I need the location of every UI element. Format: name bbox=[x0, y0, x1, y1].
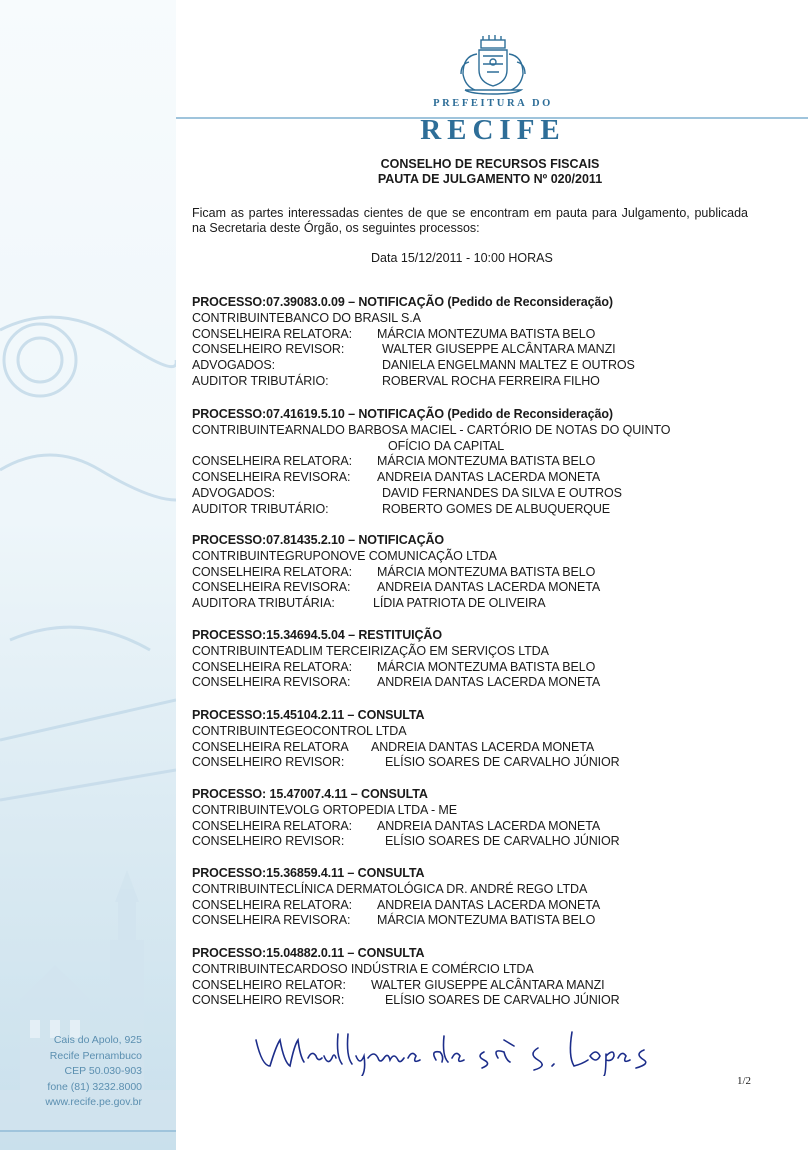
process-field-label: CONTRIBUINTE: bbox=[192, 422, 288, 437]
process-field-label: CONSELHEIRA REVISORA: bbox=[192, 580, 351, 595]
process-field-value: GRUPONOVE COMUNICAÇÃO LTDA bbox=[285, 548, 497, 563]
process-field-value: ROBERTO GOMES DE ALBUQUERQUE bbox=[382, 501, 611, 516]
process-field-label: AUDITORA TRIBUTÁRIA: bbox=[192, 596, 335, 611]
process-field-label: CONSELHEIRA RELATORA: bbox=[192, 326, 352, 341]
process-title: PROCESSO:07.41619.5.10 – NOTIFICAÇÃO (Pedido de Reconsideração) bbox=[192, 407, 613, 421]
process-field-value: ANDREIA DANTAS LACERDA MONETA bbox=[377, 675, 601, 690]
address-cep: CEP 50.030-903 bbox=[64, 1065, 142, 1077]
process-field-label: CONSELHEIRA RELATORA: bbox=[192, 659, 352, 674]
process-field-label: CONTRIBUINTE: bbox=[192, 548, 288, 563]
process-field-value: OFÍCIO DA CAPITAL bbox=[388, 438, 505, 453]
process-field-label: CONTRIBUINTE: bbox=[192, 802, 288, 817]
process-field-label: CONTRIBUINTE: bbox=[192, 310, 288, 325]
process-title: PROCESSO:07.81435.2.10 – NOTIFICAÇÃO bbox=[192, 533, 445, 547]
process-field-label: CONSELHEIRO REVISOR: bbox=[192, 755, 345, 770]
process-title: PROCESSO:15.34694.5.04 – RESTITUIÇÃO bbox=[192, 628, 442, 642]
process-field-value: ADLIM TERCEIRIZAÇÃO EM SERVIÇOS LTDA bbox=[285, 643, 549, 658]
address-website: www.recife.pe.gov.br bbox=[45, 1096, 142, 1108]
process-field-value: ANDREIA DANTAS LACERDA MONETA bbox=[377, 818, 601, 833]
footer-divider bbox=[0, 1130, 176, 1132]
process-field-label: CONSELHEIRA REVISORA: bbox=[192, 675, 351, 690]
process-field-value: ELÍSIO SOARES DE CARVALHO JÚNIOR bbox=[385, 755, 620, 770]
process-field-value: BANCO DO BRASIL S.A bbox=[285, 310, 421, 325]
process-field-label: CONSELHEIRA RELATORA: bbox=[192, 818, 352, 833]
address-block bbox=[45, 1033, 142, 1111]
process-field-label: CONSELHEIRO REVISOR: bbox=[192, 342, 345, 357]
address-city: Recife Pernambuco bbox=[49, 1049, 142, 1062]
process-field-value: MÁRCIA MONTEZUMA BATISTA BELO bbox=[377, 564, 596, 579]
process-field-value: GEOCONTROL LTDA bbox=[285, 723, 407, 738]
process-field-value: MÁRCIA MONTEZUMA BATISTA BELO bbox=[377, 659, 596, 674]
process-field-value: ANDREIA DANTAS LACERDA MONETA bbox=[377, 897, 601, 912]
council-title: CONSELHO DE RECURSOS FISCAIS bbox=[380, 157, 600, 171]
address-street: Cais do Apolo, 925 bbox=[53, 1034, 142, 1046]
process-field-value: CLÍNICA DERMATOLÓGICA DR. ANDRÉ REGO LTDA bbox=[285, 881, 588, 896]
address-phone: fone (81) 3232.8000 bbox=[47, 1080, 142, 1093]
process-field-value: CARDOSO INDÚSTRIA E COMÉRCIO LTDA bbox=[285, 961, 534, 976]
page-number: 1/2 bbox=[737, 1075, 752, 1087]
city-logo-text: RECIFE bbox=[420, 114, 566, 146]
process-field-label: ADVOGADOS: bbox=[192, 358, 276, 373]
process-title: PROCESSO: 15.47007.4.11 – CONSULTA bbox=[192, 787, 428, 801]
process-field-value: LÍDIA PATRIOTA DE OLIVEIRA bbox=[373, 596, 546, 611]
process-title: PROCESSO:15.45104.2.11 – CONSULTA bbox=[192, 708, 425, 722]
decorative-side-band bbox=[0, 0, 176, 1150]
process-field-label: CONTRIBUINTE: bbox=[192, 961, 288, 976]
process-field-label: AUDITOR TRIBUTÁRIO: bbox=[192, 374, 329, 388]
process-field-value: VOLG ORTOPEDIA LTDA - ME bbox=[285, 802, 457, 817]
handwritten-signature bbox=[252, 1026, 652, 1076]
process-title: PROCESSO:15.04882.0.11 – CONSULTA bbox=[192, 946, 425, 960]
process-field-label: CONSELHEIRA REVISORA: bbox=[192, 470, 351, 485]
process-field-label: CONTRIBUINTE: bbox=[192, 643, 288, 658]
process-field-value: ARNALDO BARBOSA MACIEL - CARTÓRIO DE NOTAS DO QUINTO bbox=[285, 422, 671, 437]
process-field-label: AUDITOR TRIBUTÁRIO: bbox=[192, 501, 329, 516]
process-title: PROCESSO:15.36859.4.11 – CONSULTA bbox=[192, 866, 425, 880]
process-field-value: ANDREIA DANTAS LACERDA MONETA bbox=[377, 470, 601, 485]
process-field-label: CONSELHEIRA RELATORA: bbox=[192, 897, 352, 912]
process-field-value: WALTER GIUSEPPE ALCÂNTARA MANZI bbox=[371, 977, 605, 992]
process-field-label: CONSELHEIRA RELATORA: bbox=[192, 564, 352, 579]
process-field-value: MÁRCIA MONTEZUMA BATISTA BELO bbox=[377, 454, 596, 469]
pauta-title: PAUTA DE JULGAMENTO Nº 020/2011 bbox=[377, 172, 603, 186]
coat-of-arms-icon bbox=[455, 34, 531, 96]
process-field-value: ELÍSIO SOARES DE CARVALHO JÚNIOR bbox=[385, 993, 620, 1008]
process-title: PROCESSO:07.39083.0.09 – NOTIFICAÇÃO (Pedido de Reconsideração) bbox=[192, 295, 613, 309]
process-field-label: CONSELHEIRA RELATORA bbox=[192, 739, 349, 754]
process-field-label: CONTRIBUINTE: bbox=[192, 881, 288, 896]
prefeitura-label: PREFEITURA DO bbox=[433, 98, 553, 109]
process-field-value: MÁRCIA MONTEZUMA BATISTA BELO bbox=[377, 326, 596, 341]
process-field-label: ADVOGADOS: bbox=[192, 486, 276, 500]
city-watermark-icon bbox=[0, 0, 176, 1150]
process-field-value: DAVID FERNANDES DA SILVA E OUTROS bbox=[382, 486, 622, 500]
process-field-label: CONSELHEIRO REVISOR: bbox=[192, 993, 345, 1008]
process-field-value: ELÍSIO SOARES DE CARVALHO JÚNIOR bbox=[385, 834, 620, 849]
process-field-value: WALTER GIUSEPPE ALCÂNTARA MANZI bbox=[382, 342, 616, 357]
process-field-value: ANDREIA DANTAS LACERDA MONETA bbox=[377, 580, 601, 595]
process-field-value: ROBERVAL ROCHA FERREIRA FILHO bbox=[382, 374, 600, 388]
process-field-label: CONSELHEIRA RELATORA: bbox=[192, 454, 352, 469]
process-field-label: CONTRIBUINTE: bbox=[192, 723, 288, 738]
process-field-label: CONSELHEIRA REVISORA: bbox=[192, 913, 351, 928]
process-field-value: DANIELA ENGELMANN MALTEZ E OUTROS bbox=[382, 358, 635, 373]
process-field-label: CONSELHEIRO REVISOR: bbox=[192, 834, 345, 849]
process-field-label: CONSELHEIRO RELATOR: bbox=[192, 977, 346, 992]
intro-paragraph: Ficam as partes interessadas cientes de que se encontram em pauta para Julgamento, publicada na Secretaria deste Órgão, os seguintes processos: bbox=[192, 206, 748, 235]
session-date: Data 15/12/2011 - 10:00 HORAS bbox=[371, 251, 553, 265]
process-field-value: ANDREIA DANTAS LACERDA MONETA bbox=[371, 739, 595, 754]
process-field-value: MÁRCIA MONTEZUMA BATISTA BELO bbox=[377, 913, 596, 928]
